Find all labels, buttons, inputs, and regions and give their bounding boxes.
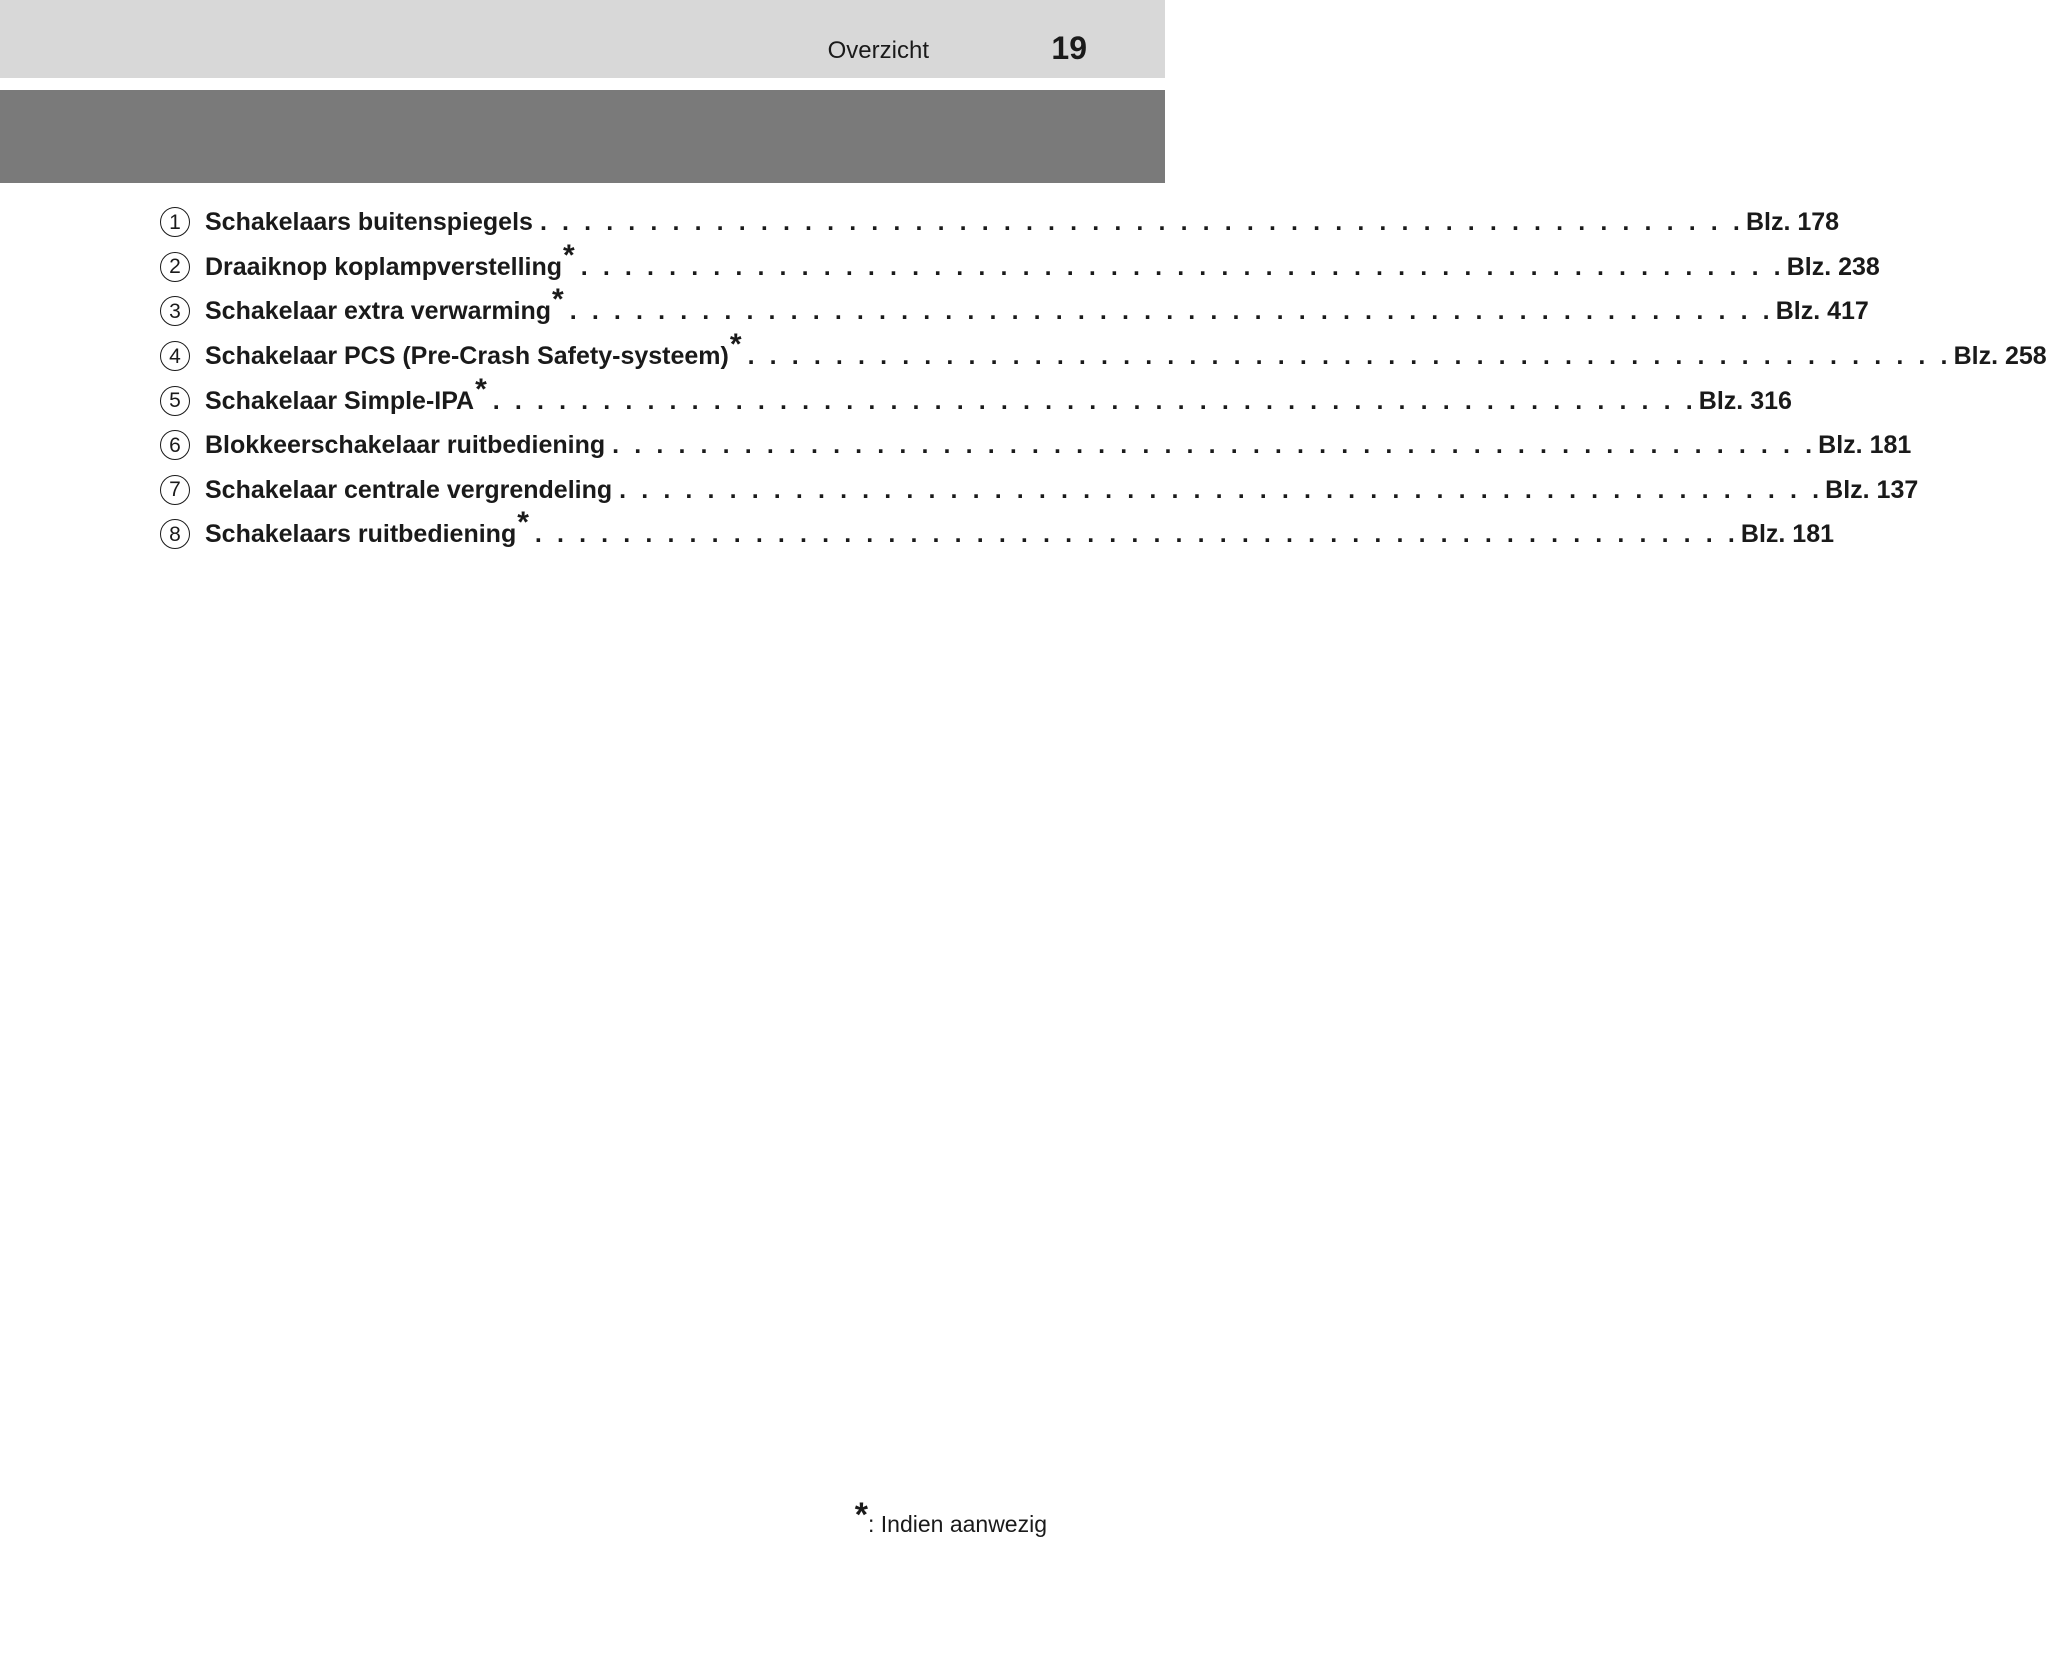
asterisk-mark: * [729,328,742,362]
asterisk-mark: * [475,372,487,406]
dot-leader: . . . . . . . . . . . . . . . . . . . . . . . . . . . . . . . . . . . . . . . . . . . . . . . . . . . . . . . [580,252,1785,281]
item-label: Schakelaars ruitbediening* [205,506,529,549]
dot-leader: . . . . . . . . . . . . . . . . . . . . . . . . . . . . . . . . . . . . . . . . . . . . . . . . . . . . . . . [619,475,1824,504]
section-title: Overzicht [827,37,929,64]
item-label: Schakelaar centrale vergrendeling [205,475,613,504]
item-label: Schakelaar extra verwarming* [205,283,564,326]
item-label: Blokkeerschakelaar ruitbediening [205,431,606,460]
asterisk-mark: * [552,283,564,317]
page-reference[interactable]: Blz. 181 [1818,431,1912,460]
item-number-circle: 6 [160,430,190,460]
page-reference[interactable]: Blz. 258 [1953,342,2047,371]
item-label: Schakelaar Simple-IPA* [205,372,487,415]
page-reference[interactable]: Blz. 316 [1698,386,1792,415]
item-number-circle: 4 [160,341,190,371]
page-reference[interactable]: Blz. 178 [1745,208,1840,237]
asterisk-mark: * [517,506,529,540]
dot-leader: . . . . . . . . . . . . . . . . . . . . . . . . . . . . . . . . . . . . . . . . . . . . . . . . . . . . . . . [747,342,1952,371]
list-item [160,372,1792,423]
item-number-circle: 7 [160,475,190,505]
item-number-circle: 1 [160,207,190,237]
dot-leader: . . . . . . . . . . . . . . . . . . . . . . . . . . . . . . . . . . . . . . . . . . . . . . . . . . . . . . . [492,386,1697,415]
list-item [160,506,1835,557]
list-item [160,468,1919,513]
page-number: 19 [1051,30,1087,66]
page-reference[interactable]: Blz. 417 [1775,297,1869,326]
item-label: Draaiknop koplampverstelling* [205,238,575,281]
list-item [160,238,1880,290]
page-reference[interactable]: Blz. 137 [1825,475,1919,504]
page-reference[interactable]: Blz. 238 [1786,252,1880,281]
item-number-circle: 8 [160,519,190,549]
item-label: Schakelaars buitenspiegels [205,208,533,237]
item-number-circle: 3 [160,296,190,326]
footnote-text: : Indien aanwezig [867,1511,1047,1537]
list-item [160,200,1840,245]
item-list [160,200,2047,557]
list-item [160,328,2047,379]
illustration-band [0,90,1165,183]
asterisk-mark: * [854,1496,868,1534]
page-header-bar [0,0,1165,78]
dot-leader: . . . . . . . . . . . . . . . . . . . . . . . . . . . . . . . . . . . . . . . . . . . . . . . . . . . . . . . [534,520,1739,549]
item-number-circle: 2 [160,252,190,282]
dot-leader: . . . . . . . . . . . . . . . . . . . . . . . . . . . . . . . . . . . . . . . . . . . . . . . . . . . . . . . [569,297,1774,326]
item-number-circle: 5 [160,386,190,416]
list-item [160,283,1869,334]
dot-leader: . . . . . . . . . . . . . . . . . . . . . . . . . . . . . . . . . . . . . . . . . . . . . . . . . . . . . . . [612,431,1817,460]
list-item [160,423,1912,468]
asterisk-mark: * [563,238,575,272]
item-label: Schakelaar PCS (Pre-Crash Safety-systeem)* [205,328,742,371]
page-reference[interactable]: Blz. 181 [1740,520,1835,549]
footnote [854,1496,1047,1538]
dot-leader: . . . . . . . . . . . . . . . . . . . . . . . . . . . . . . . . . . . . . . . . . . . . . . . . . . . . . . . [539,208,1744,237]
